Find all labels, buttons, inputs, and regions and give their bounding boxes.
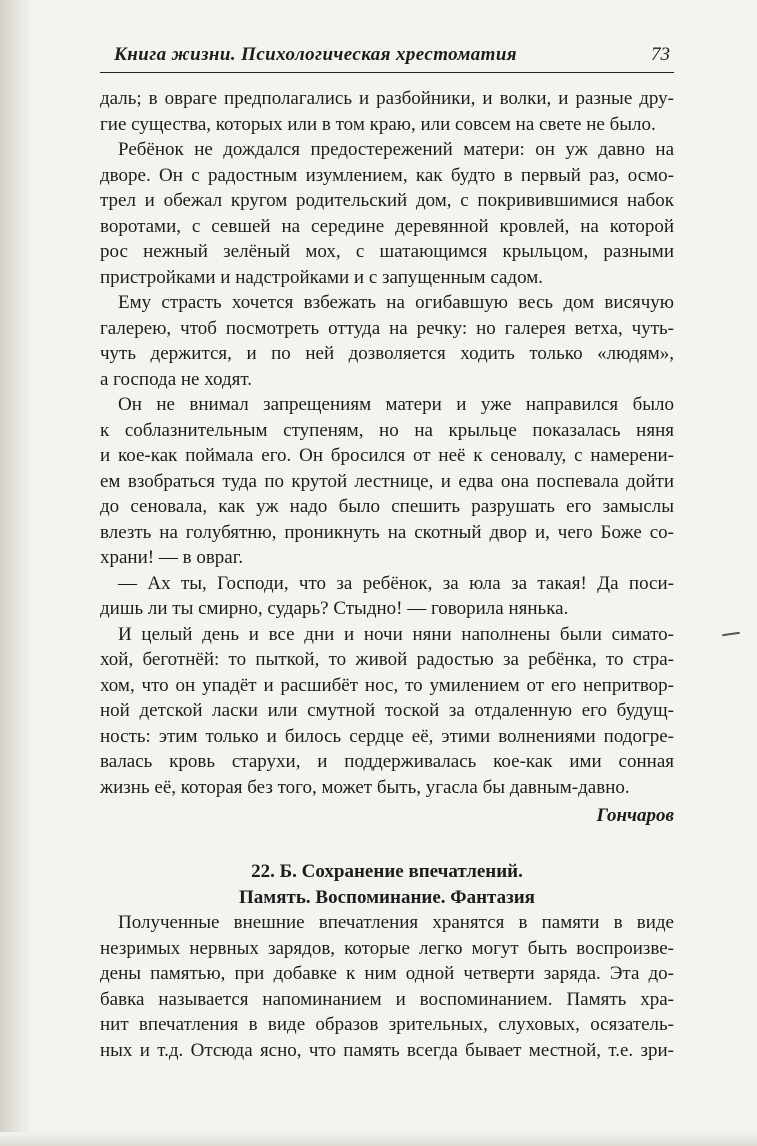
section-spacer xyxy=(100,832,674,859)
text-line: И целый день и все дни и ночи няни наполнены были симато- xyxy=(118,623,674,645)
running-title: Книга жизни. Психологическая хрестоматия xyxy=(114,44,517,65)
text-line: гие существа, которых или в том краю, или совсем на свете не было. xyxy=(100,113,656,135)
text-line: влезть на голубятню, проникнуть на скотный двор и, чего Боже со- xyxy=(100,521,674,543)
text-line: ность: этим только и билось сердце её, этими волнениями подогре- xyxy=(100,725,674,747)
page-number: 73 xyxy=(651,44,670,65)
text-line: хой, беготнёй: то пыткой, то живой радостью за ребёнка, то стра- xyxy=(100,649,674,670)
text-line: ной детской ласки или смутной тоской за отдаленную его будущ- xyxy=(100,700,674,721)
text-line: валась кровь старухи, и поддерживалась кое-как ими сонная xyxy=(100,751,674,772)
author-signature: Гончаров xyxy=(596,805,674,826)
text-line: рос нежный зелёный мох, с шатающимся крыльцом, разными xyxy=(100,241,674,262)
text-line: Он не внимал запрещениям матери и уже направился было xyxy=(118,394,674,415)
section-heading-line-1: 22. Б. Сохранение впечатлений. xyxy=(251,861,523,882)
text-line: нит впечатления в виде образов зрительных, слуховых, осязатель- xyxy=(100,1014,674,1035)
text-line: к соблазнительным ступеням, но на крыльце показалась няня xyxy=(100,419,674,441)
text-line: и кое-как поймала его. Он бросился от неё к сеновалу, с намерени- xyxy=(100,445,674,466)
margin-pencil-mark xyxy=(722,632,740,636)
text-line: бавка называется напоминанием и воспоминанием. Память хра- xyxy=(100,988,674,1010)
text-line: трел и обежал кругом родительский дом, с покривившимися набок xyxy=(100,190,674,211)
text-line: незримых нервных зарядов, которые легко могут быть воспроизве- xyxy=(100,937,674,959)
text-line: даль; в овраге предполагались и разбойники, и волки, и разные дру- xyxy=(100,88,674,109)
text-line: пристройками и надстройками и с запущенным садом. xyxy=(100,266,544,288)
text-line: галерею, чтоб посмотреть оттуда на речку: но галерея ветха, чуть- xyxy=(100,317,674,339)
text-line: храни! — в овраг. xyxy=(100,547,244,568)
text-line: Ему страсть хочется взбежать на огибавшую весь дом висячую xyxy=(118,292,674,313)
running-header xyxy=(100,42,674,73)
text-line: — Ах ты, Господи, что за ребёнок, за юла за такая! Да поси- xyxy=(118,572,674,594)
section-heading-line-2: Память. Воспоминание. Фантазия xyxy=(239,886,535,908)
text-line: Ребёнок не дождался предостережений матери: он уж давно на xyxy=(118,139,674,160)
text-line: а господа не ходят. xyxy=(100,368,252,390)
text-line: хом, что он упадёт и расшибёт нос, то умилением от его непритвор- xyxy=(100,674,674,696)
page-bottom-shadow xyxy=(0,1132,757,1146)
text-line: жизнь её, которая без того, может быть, угасла бы давным-давно. xyxy=(100,776,630,798)
text-line: воротами, с севшей на середине деревянной кровлей, на которой xyxy=(100,215,674,237)
page-binding-shadow xyxy=(0,0,32,1146)
text-line: чуть держится, и по ней дозволяется ходить только «людям», xyxy=(100,343,674,364)
body-text xyxy=(100,86,674,1063)
text-line: дены памятью, при добавке к ним одной четверти заряда. Эта до- xyxy=(100,963,674,984)
text-line: ем взобраться туда по крутой лестнице, и едва она поспевала дойти xyxy=(100,470,674,492)
text-line: дворе. Он с радостным изумлением, как будто в первый раз, осмо- xyxy=(100,164,674,186)
text-line: Полученные внешние впечатления хранятся в памяти в виде xyxy=(118,912,674,933)
text-line: до сеновала, как уж надо было спешить разрушать его замыслы xyxy=(100,496,674,517)
text-line: ных и т.д. Отсюда ясно, что память всегда бывает местной, т.е. зри- xyxy=(100,1039,674,1061)
text-line: дишь ли ты смирно, сударь? Стыдно! — говорила нянька. xyxy=(100,598,569,619)
